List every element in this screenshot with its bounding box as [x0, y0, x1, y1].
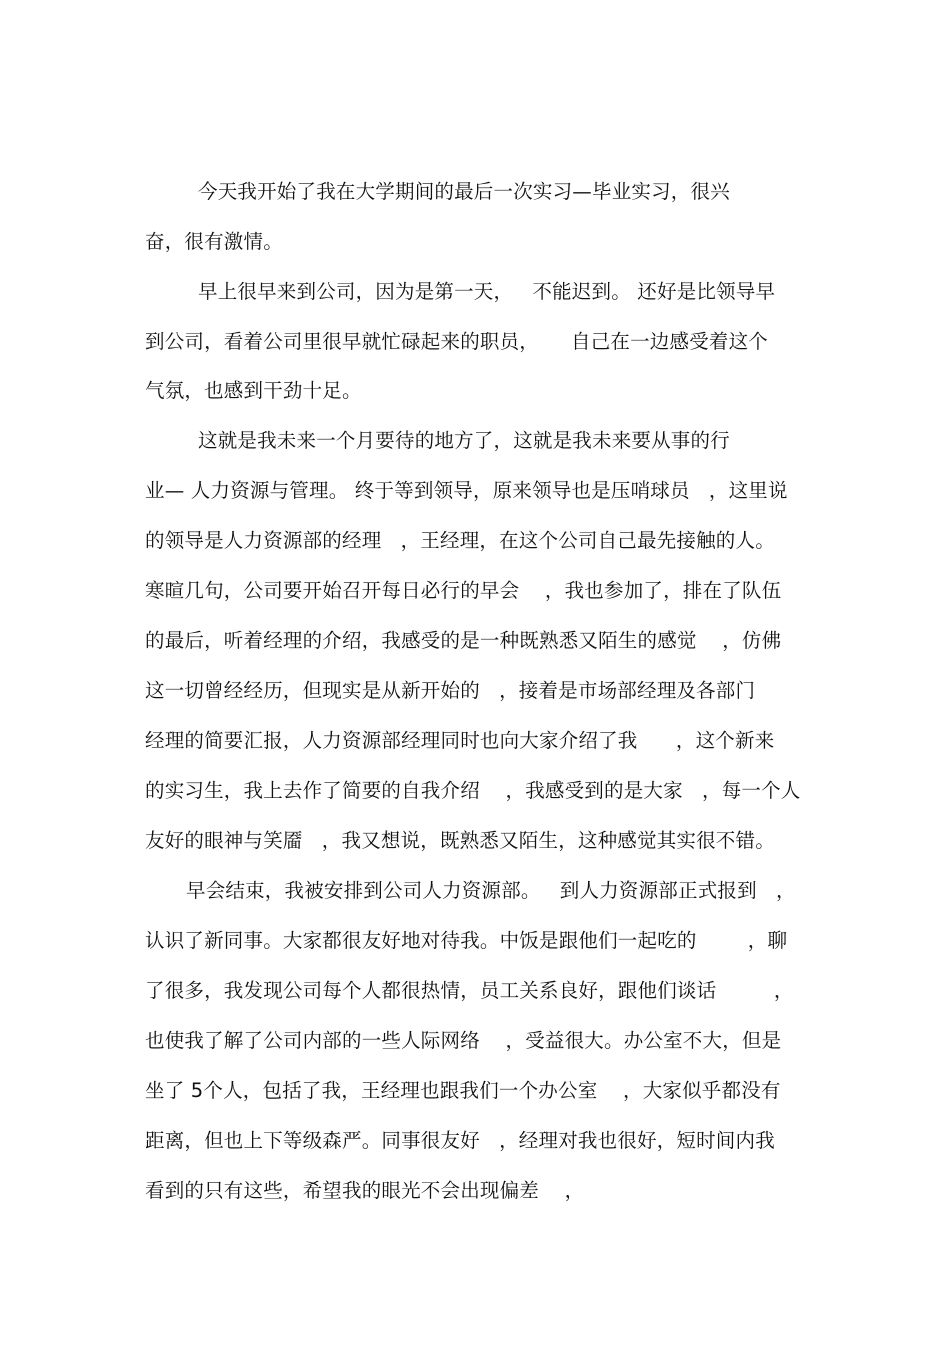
- paragraph-4-line-2: 认识了新同事。大家都很友好地对待我。中饭是跟他们一起吃的 ，聊: [145, 929, 788, 952]
- paragraph-3-line-4: 寒暄几句，公司要开始召开每日必行的早会 ，我也参加了，排在了队伍: [145, 579, 782, 602]
- paragraph-4-line-7: 看到的只有这些，希望我的眼光不会出现偏差 ，: [145, 1179, 585, 1202]
- paragraph-3-line-9: 友好的眼神与笑靥 ，我又想说，既熟悉又陌生，这种感觉其实很不错。: [145, 829, 775, 852]
- paragraph-4-line-3: 了很多，我发现公司每个人都很热情，员工关系良好，跟他们谈话 ，: [145, 979, 794, 1002]
- paragraph-3-line-1: 这就是我未来一个月要待的地方了，这就是我未来要从事的行: [198, 429, 730, 452]
- paragraph-2-line-2: 到公司，看着公司里很早就忙碌起来的职员， 自己在一边感受着这个: [145, 330, 768, 353]
- paragraph-3-line-3: 的领导是人力资源部的经理 ，王经理，在这个公司自己最先接触的人。: [145, 529, 775, 552]
- paragraph-4-line-5: 坐了 5个人，包括了我，王经理也跟我们一个办公室 ，大家似乎都没有: [145, 1079, 781, 1102]
- paragraph-4-line-6: 距离，但也上下等级森严。同事很友好 ，经理对我也很好，短时间内我: [145, 1129, 775, 1152]
- paragraph-3-line-5: 的最后，听着经理的介绍，我感受的是一种既熟悉又陌生的感觉 ，仿佛: [145, 629, 782, 652]
- paragraph-3-line-6: 这一切曾经经历，但现实是从新开始的 ，接着是市场部经理及各部门: [145, 679, 756, 702]
- paragraph-3-line-2: 业— 人力资源与管理。 终于等到领导，原来领导也是压哨球员 ，这里说: [145, 479, 788, 502]
- paragraph-2-line-3: 气氛，也感到干劲十足。: [145, 379, 362, 402]
- paragraph-4-line-4: 也使我了解了公司内部的一些人际网络 ，受益很大。办公室不大，但是: [145, 1029, 782, 1052]
- paragraph-3-line-8: 的实习生，我上去作了简要的自我介绍 ，我感受到的是大家 ，每一个人: [145, 779, 801, 802]
- paragraph-1-line-1: 今天我开始了我在大学期间的最后一次实习—毕业实习，很兴: [198, 180, 730, 203]
- paragraph-1-line-2: 奋，很有激情。: [145, 230, 283, 253]
- paragraph-4-line-1: 早会结束，我被安排到公司人力资源部。 到人力资源部正式报到 ，: [186, 879, 796, 902]
- paragraph-3-line-7: 经理的简要汇报，人力资源部经理同时也向大家介绍了我 ，这个新来: [145, 729, 775, 752]
- paragraph-2-line-1: 早上很早来到公司，因为是第一天， 不能迟到。 还好是比领导早: [198, 280, 776, 303]
